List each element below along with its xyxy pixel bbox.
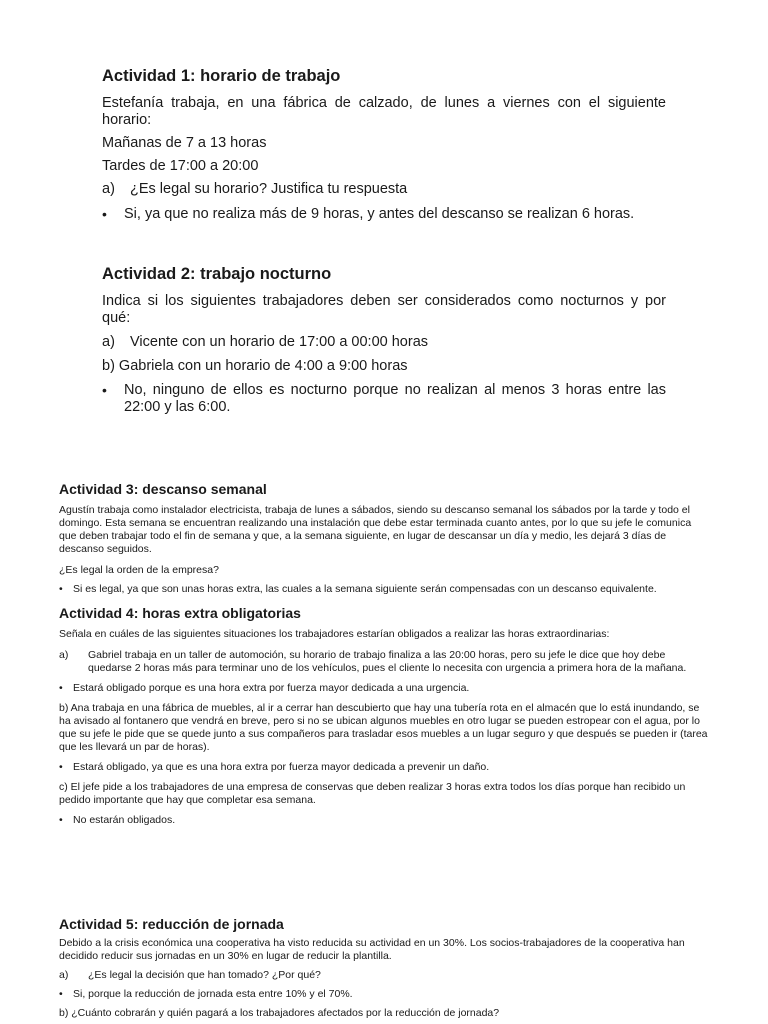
list-label: a) [59, 649, 69, 661]
bullet-icon: • [102, 382, 107, 398]
answer-text: Si, ya que no realiza más de 9 horas, y antes del descanso se realizan 6 horas. [124, 206, 635, 222]
activity-1-answer [102, 206, 666, 223]
answer-text: Estará obligado, ya que es una hora extra por fuerza mayor dedicada a prevenir un daño. [73, 761, 490, 773]
activity-5 [59, 915, 708, 1020]
bullet-icon: • [59, 583, 63, 595]
answer-text: Estará obligado porque es una hora extra por fuerza mayor dedicada a una urgencia. [73, 682, 470, 694]
activity-1-morning: Mañanas de 7 a 13 horas [102, 135, 267, 151]
activity-4-intro: Señala en cuáles de las siguientes situaciones los trabajadores estarían obligados a realizar las horas extraordinarias: [59, 628, 610, 640]
activity-3-answer [59, 583, 708, 596]
bullet-icon: • [59, 682, 63, 694]
list-label: a) [102, 181, 115, 197]
activity-4-title: Actividad 4: horas extra obligatorias [59, 605, 301, 621]
activity-5-intro: Debido a la crisis económica una cooperativa ha visto reducida su actividad en un 30%. Los socios-trabajadores de la cooperativa han decidido reducir sus jornadas en un 30% en lugar de reducir la plantilla. [59, 937, 685, 962]
activity-1-intro: Estefanía trabaja, en una fábrica de calzado, de lunes a viernes con el siguiente horario: [102, 95, 666, 128]
bullet-icon: • [102, 206, 107, 222]
activity-4-answer-a [59, 682, 708, 695]
activity-4-answer-c [59, 814, 708, 827]
answer-text: No, ninguno de ellos es nocturno porque no realizan al menos 3 horas entre las 22:00 y las 6:00. [124, 382, 666, 415]
activity-2 [102, 264, 666, 416]
item-text: ¿Es legal la decisión que han tomado? ¿Por qué? [88, 969, 321, 981]
activity-5-item-b: b) ¿Cuánto cobrarán y quién pagará a los trabajadores afectados por la reducción de jornada? [59, 1007, 500, 1019]
activity-1-title: Actividad 1: horario de trabajo [102, 67, 341, 85]
activity-3 [59, 480, 708, 596]
answer-text: Si es legal, ya que son unas horas extra, las cuales a la semana siguiente serán compensadas con un descanso equivalente. [73, 583, 657, 595]
list-label: a) [59, 969, 69, 981]
bullet-icon: • [59, 814, 63, 826]
activity-5-item-a [59, 969, 708, 982]
list-label: a) [102, 334, 115, 350]
activity-2-item-b: b) Gabriela con un horario de 4:00 a 9:00 horas [102, 358, 408, 374]
activity-4-item-b: b) Ana trabaja en una fábrica de muebles, al ir a cerrar han descubierto que hay una tubería rota en el almacén que lo está inundando, se ha avisado al fontanero que vendrá en breve, pero si no se ubican algunos muebles en otro lugar se pueden estropear con el agua, por lo que su jefe le pide que se quede junto a sus compañeros para trasladar esos muebles a un lugar seguro y que después se pueden ir (tarea que les llevará un par de horas). [59, 702, 708, 753]
item-text: Vicente con un horario de 17:00 a 00:00 horas [130, 334, 429, 350]
activity-4-answer-b [59, 761, 708, 774]
activity-2-answer [102, 382, 666, 416]
bullet-icon: • [59, 761, 63, 773]
activity-4 [59, 604, 708, 827]
item-text: Gabriel trabaja en un taller de automoción, su horario de trabajo finaliza a las 20:00 horas, pero su jefe le dice que hoy debe quedarse 2 horas más para terminar uno de los vehículos, pues el cliente lo necesita con urgencia a primera hora de la mañana. [88, 649, 687, 674]
activity-4-item-c: c) El jefe pide a los trabajadores de una empresa de conservas que deben realizar 3 horas extra todos los días porque han recibido un pedido importante que hay que completar esa semana. [59, 781, 686, 806]
activity-4-item-a [59, 649, 708, 675]
activity-3-question: ¿Es legal la orden de la empresa? [59, 564, 219, 576]
activity-2-item-a [102, 334, 666, 351]
activity-2-intro: Indica si los siguientes trabajadores deben ser considerados como nocturnos y por qué: [102, 293, 666, 326]
answer-text: Si, porque la reducción de jornada esta entre 10% y el 70%. [73, 988, 353, 1000]
activity-1-afternoon: Tardes de 17:00 a 20:00 [102, 158, 259, 174]
activity-3-intro: Agustín trabaja como instalador electricista, trabaja de lunes a sábados, siendo su descanso semanal los sábados por la tarde y todo el domingo. Esta semana se encuentran realizando una instalación que debe estar terminada cuanto antes, por lo que su jefe le comunica que deben trabajar todo el fin de semana y que, a la semana siguiente, en lugar de descansar un día y medio, les dejará 3 días de descanso seguidos. [59, 504, 692, 555]
bullet-icon: • [59, 988, 63, 1000]
activity-2-title: Actividad 2: trabajo nocturno [102, 265, 332, 283]
activity-5-answer-a [59, 988, 708, 1001]
activity-3-title: Actividad 3: descanso semanal [59, 481, 267, 497]
question-text: ¿Es legal su horario? Justifica tu respuesta [130, 181, 408, 197]
answer-text: No estarán obligados. [73, 814, 176, 826]
activity-5-title: Actividad 5: reducción de jornada [59, 916, 284, 932]
activity-1-question [102, 181, 666, 198]
activity-1 [102, 66, 666, 223]
